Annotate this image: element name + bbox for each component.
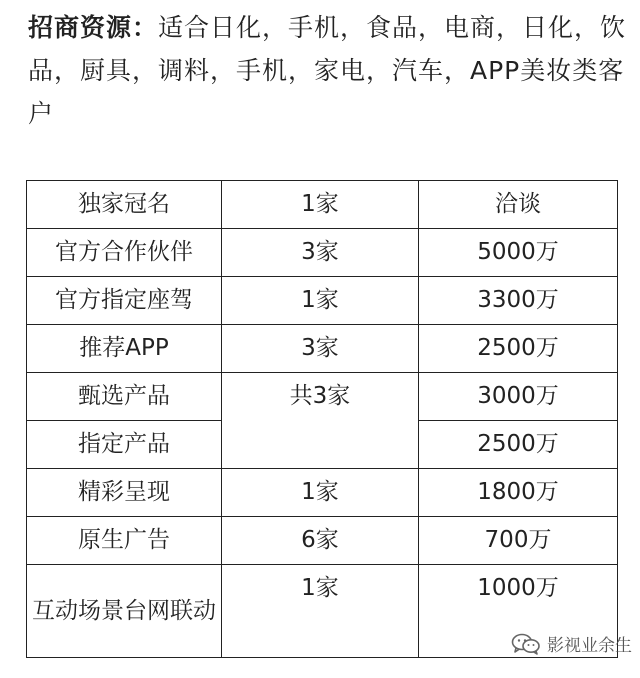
- row-price: 洽谈: [419, 181, 618, 229]
- intro-text: 适合日化，手机，食品，电商，日化，饮品，厨具，调料，手机，家电，汽车，APP美妆类客户: [28, 13, 627, 128]
- row-name: 指定产品: [27, 421, 222, 469]
- row-price: 2500万: [419, 325, 618, 373]
- row-price: 2500万: [419, 421, 618, 469]
- row-name: 官方合作伙伴: [27, 229, 222, 277]
- row-price: 3000万: [419, 373, 618, 421]
- table-row: [27, 373, 618, 421]
- sponsorship-table: [26, 180, 618, 658]
- row-price: 5000万: [419, 229, 618, 277]
- row-count: 6家: [222, 517, 419, 565]
- row-name: 甄选产品: [27, 373, 222, 421]
- row-price: 3300万: [419, 277, 618, 325]
- row-count: 3家: [222, 229, 419, 277]
- watermark-text: 影视业余生: [547, 636, 632, 656]
- table-row: [27, 277, 618, 325]
- row-price: 1000万: [419, 565, 618, 658]
- row-count: 3家: [222, 325, 419, 373]
- row-name: 精彩呈现: [27, 469, 222, 517]
- row-price: 1800万: [419, 469, 618, 517]
- row-name: 官方指定座驾: [27, 277, 222, 325]
- row-count-merged: 共3家: [222, 373, 419, 469]
- row-count: 1家: [222, 565, 419, 658]
- wechat-icon: [511, 633, 541, 655]
- table-row: [27, 325, 618, 373]
- row-name: 互动场景台网联动: [27, 565, 222, 658]
- table-row: [27, 229, 618, 277]
- row-name: 推荐APP: [27, 325, 222, 373]
- row-count: 1家: [222, 277, 419, 325]
- table-row: [27, 469, 618, 517]
- intro-label: 招商资源：: [28, 13, 159, 42]
- row-price: 700万: [419, 517, 618, 565]
- table-row: [27, 517, 618, 565]
- watermark: [511, 631, 632, 656]
- intro-paragraph: [28, 6, 628, 135]
- row-name: 独家冠名: [27, 181, 222, 229]
- row-count: 1家: [222, 181, 419, 229]
- row-name: 原生广告: [27, 517, 222, 565]
- table-row: [27, 181, 618, 229]
- row-count: 1家: [222, 469, 419, 517]
